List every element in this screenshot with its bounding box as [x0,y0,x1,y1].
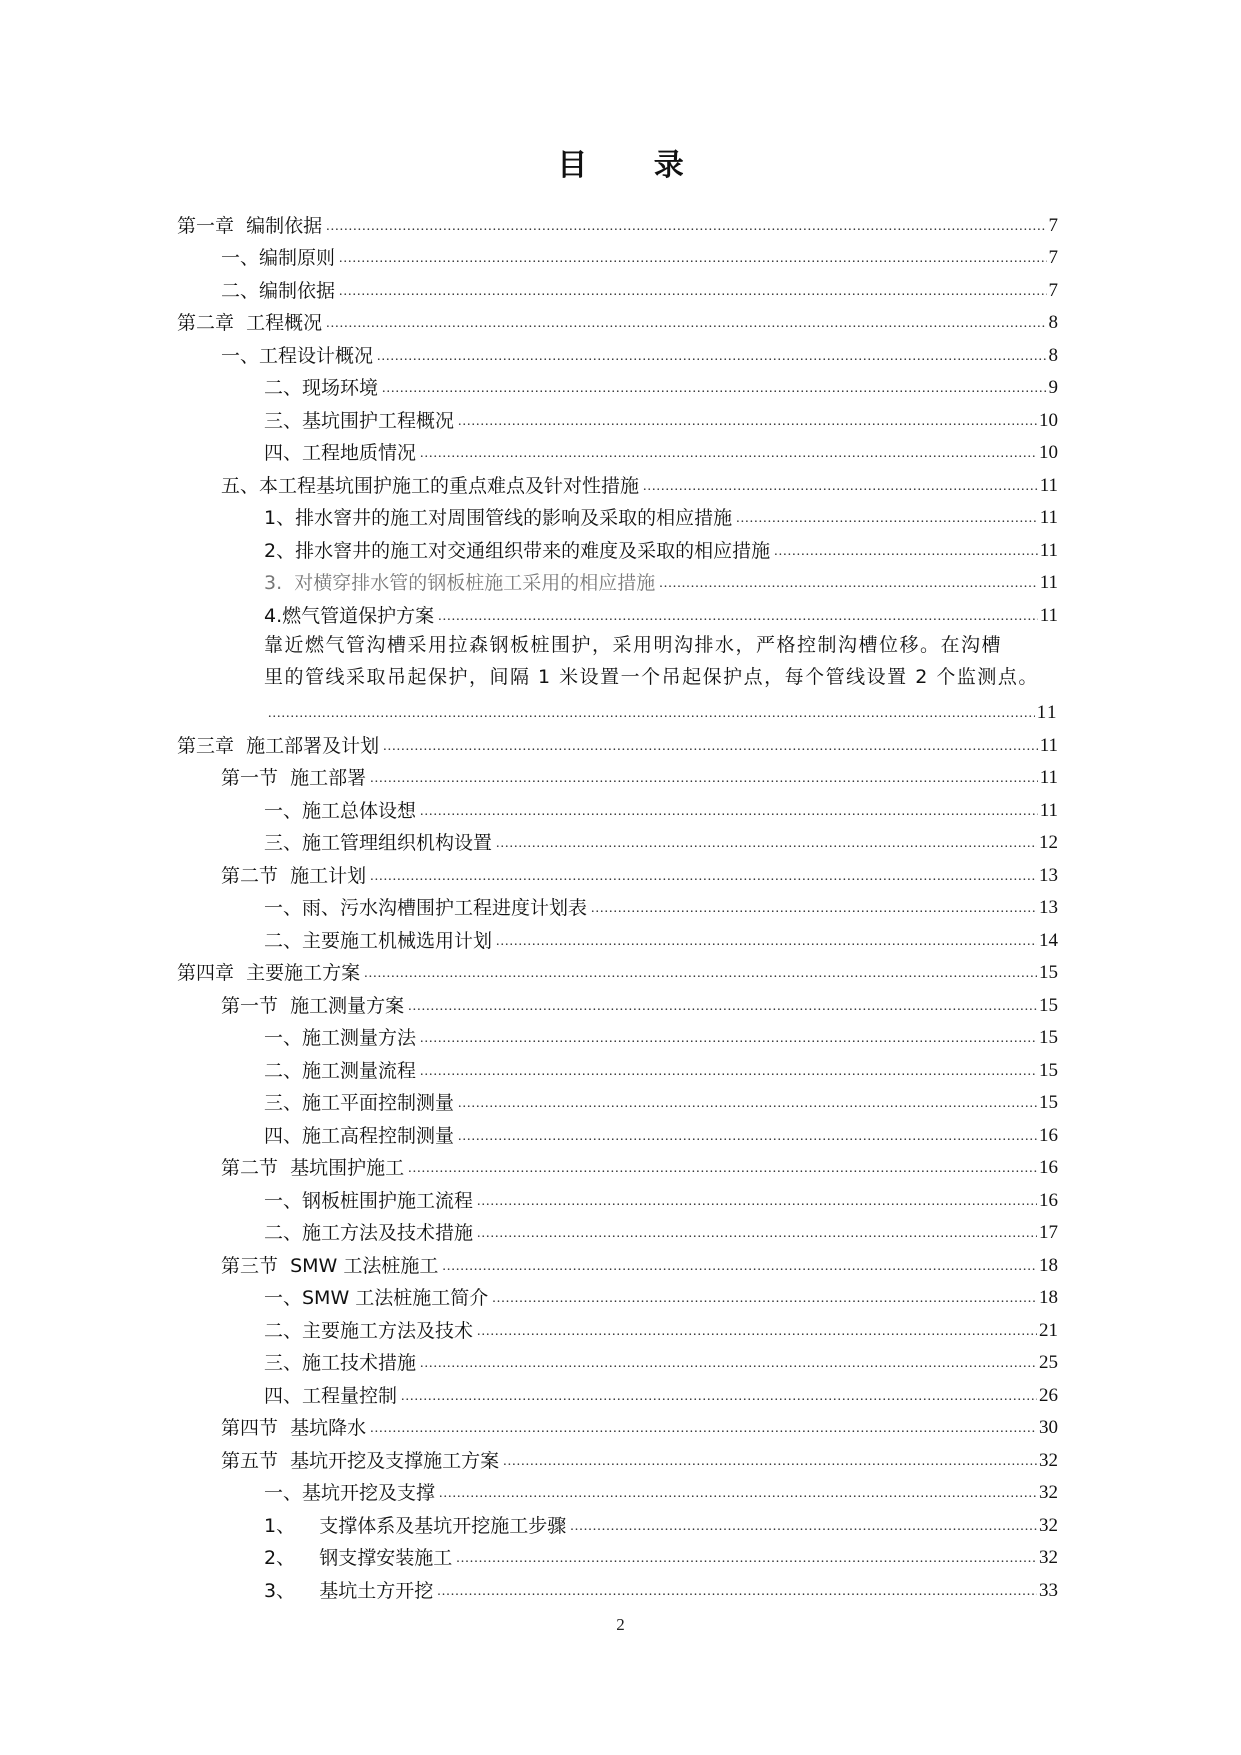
toc-page-number: 21 [1039,1319,1058,1341]
toc-page-number: 15 [1039,1092,1058,1113]
toc-leader-dots [659,577,1037,591]
toc-leader-dots [383,740,1038,754]
toc-leader-dots [420,805,1038,819]
toc-leader-dots [364,967,1037,981]
toc-leader-dots [408,1000,1037,1014]
toc-entry[interactable] [177,1181,1058,1214]
toc-page-number: 13 [1039,864,1058,886]
toc-page-number: 10 [1039,409,1058,431]
toc-page-number: 12 [1039,832,1058,853]
toc-entry[interactable] [177,791,1058,824]
toc-page-number: 11 [1036,702,1058,723]
toc-paragraph-leader-row [264,694,1058,727]
page-number: 2 [616,1615,625,1634]
toc-entry-label: 一、编制原则 [221,247,336,269]
toc-entry-label: 第一章 编制依据 [177,214,323,237]
toc-entry[interactable] [177,466,1058,499]
toc-entry[interactable] [177,271,1058,304]
toc-entry[interactable] [177,759,1058,792]
toc-entry-label: 二、现场环境 [264,377,379,399]
toc-leader-dots [477,1325,1037,1339]
toc-page-number: 15 [1039,962,1058,983]
toc-entry[interactable] [177,1539,1058,1572]
toc-entry[interactable] [177,1214,1058,1247]
toc-page-number: 15 [1039,994,1058,1016]
toc-entry[interactable] [177,824,1058,857]
toc-entry-label: 第四节 基坑降水 [221,1417,367,1439]
toc-entry-label: 一、钢板桩围护施工流程 [264,1189,474,1212]
toc-entry[interactable] [177,1344,1058,1377]
toc-page-number: 32 [1039,1449,1058,1471]
toc-page-number: 18 [1039,1287,1058,1308]
toc-page-number: 32 [1039,1547,1058,1568]
toc-leader-dots [326,317,1046,331]
toc-page-number: 7 [1048,214,1058,236]
toc-page-number: 32 [1039,1514,1058,1536]
toc-entry[interactable] [177,856,1058,889]
toc-leader-dots [439,1487,1037,1501]
toc-leader-dots [774,545,1038,559]
toc-leader-dots [477,1195,1037,1209]
toc-page-number: 7 [1048,247,1058,268]
toc-leader-dots [477,1227,1037,1241]
toc-page-number: 11 [1039,572,1058,593]
toc-paragraph-line: 里的管线采取吊起保护，间隔 1 米设置一个吊起保护点，每个管线设置 2 个监测点。 [264,666,1039,688]
toc-entry-label: 一、雨、污水沟槽围护工程进度计划表 [264,897,588,919]
toc-entry-label: 四、施工高程控制测量 [264,1124,455,1147]
toc-entry-label: 四、工程地质情况 [264,442,417,464]
toc-leader-dots [492,1292,1037,1306]
toc-entry[interactable] [177,986,1058,1019]
toc-entry-label: 三、施工平面控制测量 [264,1092,455,1114]
toc-entry[interactable] [177,369,1058,402]
toc-entry[interactable] [177,1474,1058,1507]
toc-page-number: 32 [1039,1482,1058,1503]
toc-entry[interactable] [177,1571,1058,1604]
toc-page-number: 11 [1039,604,1058,626]
toc-leader-dots [496,837,1037,851]
toc-paragraph-entry[interactable] [177,629,1058,727]
toc-paragraph-line: 靠近燃气管沟槽采用拉森钢板桩围护，采用明沟排水，严格控制沟槽位移。在沟槽 [264,633,1003,656]
toc-entry[interactable] [177,1084,1058,1117]
toc-page-number: 30 [1039,1417,1058,1438]
toc-entries-before [177,206,1058,629]
toc-leader-dots [496,935,1037,949]
toc-leader-dots [437,1585,1037,1599]
toc-entry[interactable] [177,921,1058,954]
toc-entry-label: 五、本工程基坑围护施工的重点难点及针对性措施 [221,474,640,497]
toc-page-number: 11 [1039,474,1058,496]
toc-leader-dots [458,1130,1037,1144]
toc-entry[interactable] [177,336,1058,369]
toc-entry-label: 第一节 施工部署 [221,767,367,789]
toc-page-number: 11 [1039,767,1058,788]
toc-leader-dots [458,1097,1037,1111]
toc-entry-label: 3. 对横穿排水管的钢板桩施工采用的相应措施 [264,572,656,594]
toc-leader-dots [458,415,1037,429]
toc-leader-dots [268,707,1035,721]
toc-page-number: 18 [1039,1254,1058,1276]
toc-entry[interactable] [177,499,1058,532]
toc-page-number: 26 [1039,1384,1058,1406]
toc-entry[interactable] [177,1149,1058,1182]
toc-entry[interactable] [177,1116,1058,1149]
toc-leader-dots [382,382,1046,396]
toc-entry-label: 第三章 施工部署及计划 [177,734,380,757]
toc-entry-label: 1、 支撑体系及基坑开挖施工步骤 [264,1514,567,1537]
toc-entry[interactable] [177,1441,1058,1474]
toc-entry[interactable] [177,401,1058,434]
toc-page-number: 15 [1039,1027,1058,1048]
toc-entry-label: 二、施工方法及技术措施 [264,1222,474,1244]
toc-leader-dots [456,1552,1037,1566]
toc-entry-label: 第三节 SMW 工法桩施工 [221,1254,439,1277]
toc-entry-label: 三、基坑围护工程概况 [264,409,455,432]
toc-entry-label: 二、编制依据 [221,279,336,302]
toc-entry[interactable] [177,531,1058,564]
toc-entry[interactable] [177,434,1058,467]
toc-entry-label: 一、施工测量方法 [264,1027,417,1049]
toc-entry[interactable] [177,954,1058,987]
toc-entry-label: 第二节 施工计划 [221,864,367,887]
table-of-contents [177,206,1058,1604]
toc-leader-dots [736,512,1038,526]
toc-page-number: 16 [1039,1124,1058,1146]
toc-entry-label: 第四章 主要施工方案 [177,962,361,984]
toc-leader-dots [420,1065,1037,1079]
toc-page-number: 11 [1039,539,1058,561]
toc-entry-label: 2、排水窨井的施工对交通组织带来的难度及采取的相应措施 [264,539,771,562]
toc-page-number: 10 [1039,442,1058,463]
toc-entry-label: 二、主要施工方法及技术 [264,1319,474,1342]
toc-page-number: 33 [1039,1579,1058,1601]
toc-leader-dots [643,480,1038,494]
toc-leader-dots [438,610,1038,624]
toc-leader-dots [442,1260,1037,1274]
toc-entry-label: 2、 钢支撑安装施工 [264,1547,453,1569]
toc-entry-label: 4.燃气管道保护方案 [264,604,435,627]
toc-leader-dots [591,902,1037,916]
toc-entry-label: 三、施工技术措施 [264,1352,417,1374]
toc-page-number: 11 [1039,799,1058,821]
toc-page-number: 25 [1039,1352,1058,1373]
toc-entry-label: 二、主要施工机械选用计划 [264,929,493,952]
toc-leader-dots [420,1357,1037,1371]
toc-entry[interactable] [177,1019,1058,1052]
toc-entry[interactable] [177,1409,1058,1442]
toc-entry-label: 3、 基坑土方开挖 [264,1579,434,1602]
toc-page-number: 9 [1048,377,1058,398]
toc-leader-dots [370,1422,1037,1436]
toc-entry[interactable] [177,564,1058,597]
toc-leader-dots [570,1520,1037,1534]
toc-leader-dots [339,252,1046,266]
toc-leader-dots [420,447,1037,461]
toc-page-number: 8 [1048,344,1058,366]
toc-entry-label: 一、基坑开挖及支撑 [264,1482,436,1504]
toc-entry[interactable] [177,1376,1058,1409]
toc-entry[interactable] [177,239,1058,272]
toc-leader-dots [401,1390,1037,1404]
toc-page-number: 13 [1039,897,1058,918]
page-title: 目 录 [557,148,712,183]
toc-page-number: 17 [1039,1222,1058,1243]
toc-entries-after [177,726,1058,1604]
toc-page-number: 11 [1039,734,1058,756]
toc-page-number: 14 [1039,929,1058,951]
toc-page-number: 16 [1039,1189,1058,1211]
toc-entry-label: 第二章 工程概况 [177,312,323,334]
toc-leader-dots [370,772,1038,786]
toc-leader-dots [370,870,1037,884]
toc-page-number: 7 [1048,279,1058,301]
toc-entry-label: 一、施工总体设想 [264,799,417,822]
toc-entry-label: 第一节 施工测量方案 [221,994,405,1017]
toc-entry[interactable] [177,1506,1058,1539]
toc-entry[interactable] [177,1246,1058,1279]
toc-entry[interactable] [177,1311,1058,1344]
toc-entry-label: 一、SMW 工法桩施工简介 [264,1287,489,1309]
toc-entry-label: 1、排水窨井的施工对周围管线的影响及采取的相应措施 [264,507,733,529]
toc-leader-dots [377,350,1046,364]
toc-entry[interactable] [177,889,1058,922]
toc-page-number: 15 [1039,1059,1058,1081]
toc-entry-label: 第二节 基坑围护施工 [221,1157,405,1179]
toc-entry[interactable] [177,596,1058,629]
toc-entry-label: 第五节 基坑开挖及支撑施工方案 [221,1449,500,1472]
toc-leader-dots [326,220,1046,234]
toc-entry-label: 二、施工测量流程 [264,1059,417,1082]
toc-page-number: 11 [1039,507,1058,528]
toc-entry[interactable] [177,304,1058,337]
toc-leader-dots [503,1455,1037,1469]
toc-entry-label: 一、工程设计概况 [221,344,374,367]
toc-page-number: 8 [1048,312,1058,333]
toc-page-number: 16 [1039,1157,1058,1178]
toc-leader-dots [420,1032,1037,1046]
toc-entry[interactable] [177,206,1058,239]
toc-entry[interactable] [177,1051,1058,1084]
toc-leader-dots [408,1162,1037,1176]
toc-entry-label: 四、工程量控制 [264,1384,398,1407]
toc-entry-label: 三、施工管理组织机构设置 [264,832,493,854]
toc-entry[interactable] [177,1279,1058,1312]
toc-leader-dots [339,285,1046,299]
toc-entry[interactable] [177,726,1058,759]
